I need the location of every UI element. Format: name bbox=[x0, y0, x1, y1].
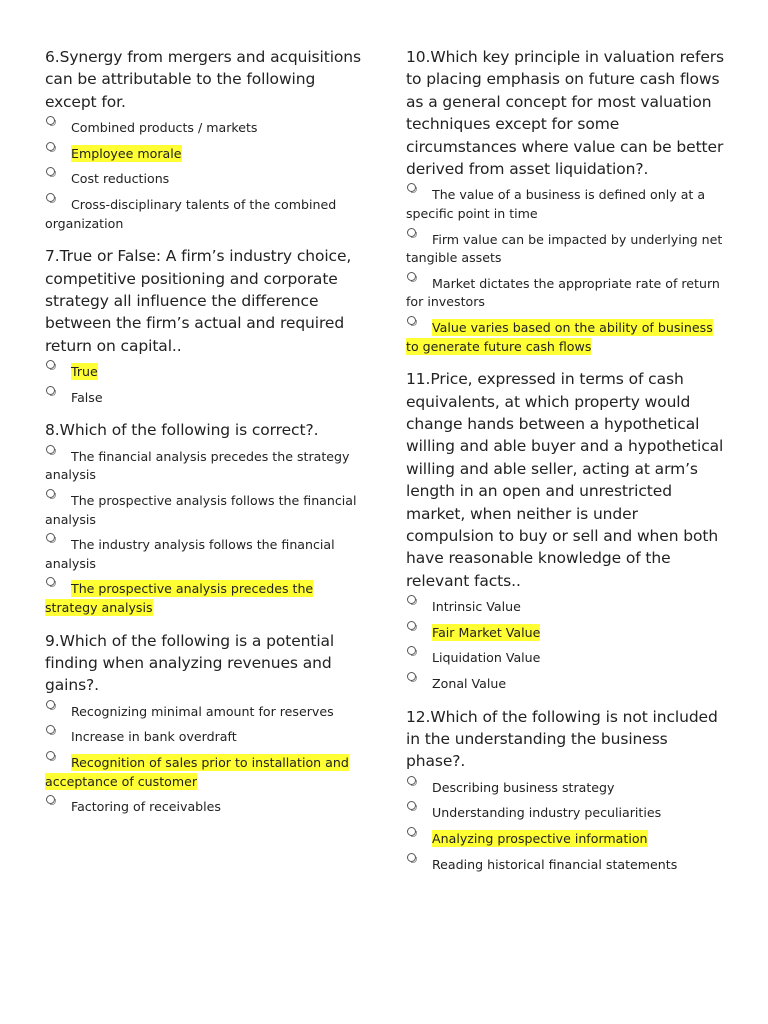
answer-text: Describing business strategy bbox=[432, 779, 615, 795]
answer-option[interactable] bbox=[406, 624, 726, 643]
radio-button-icon[interactable] bbox=[46, 193, 55, 202]
question-block bbox=[45, 245, 365, 407]
radio-button-icon[interactable] bbox=[46, 533, 55, 542]
answer-text: The financial analysis precedes the strategy analysis bbox=[45, 448, 350, 483]
radio-button-icon[interactable] bbox=[407, 801, 416, 810]
answer-option[interactable] bbox=[45, 145, 365, 164]
answer-text: Increase in bank overdraft bbox=[71, 729, 237, 745]
answer-text: Zonal Value bbox=[432, 676, 507, 692]
radio-button-icon[interactable] bbox=[407, 272, 416, 281]
radio-button-icon[interactable] bbox=[46, 700, 55, 709]
highlighted-answer-text: True bbox=[71, 364, 98, 380]
answer-option[interactable] bbox=[406, 856, 726, 875]
question-text: 8.Which of the following is correct?. bbox=[45, 421, 319, 440]
radio-button-icon[interactable] bbox=[407, 646, 416, 655]
radio-button-icon[interactable] bbox=[46, 386, 55, 395]
question-block bbox=[406, 46, 726, 356]
answer-option[interactable] bbox=[45, 196, 365, 233]
highlighted-answer-text: Value varies based on the ability of business to generate future cash flows bbox=[406, 320, 713, 354]
radio-button-icon[interactable] bbox=[46, 445, 55, 454]
answer-option[interactable] bbox=[406, 275, 726, 312]
question-block bbox=[45, 630, 365, 817]
answer-option[interactable] bbox=[406, 830, 726, 849]
highlighted-answer-text: Recognition of sales prior to installation and acceptance of customer bbox=[45, 754, 349, 789]
answer-option[interactable] bbox=[45, 798, 365, 817]
question-block bbox=[45, 46, 365, 233]
answer-option[interactable] bbox=[45, 363, 365, 382]
answer-option[interactable] bbox=[45, 728, 365, 747]
answer-text: Firm value can be impacted by underlying net tangible assets bbox=[406, 231, 723, 266]
answer-text: Factoring of receivables bbox=[71, 799, 221, 815]
radio-button-icon[interactable] bbox=[407, 595, 416, 604]
radio-button-icon[interactable] bbox=[407, 316, 416, 325]
answer-option[interactable] bbox=[406, 319, 726, 356]
highlighted-answer-text: The prospective analysis precedes the strategy analysis bbox=[45, 581, 314, 615]
radio-button-icon[interactable] bbox=[407, 853, 416, 862]
answer-option[interactable] bbox=[406, 804, 726, 823]
answer-text: Liquidation Value bbox=[432, 650, 541, 666]
answer-option[interactable] bbox=[406, 675, 726, 694]
radio-button-icon[interactable] bbox=[46, 167, 55, 176]
answer-option[interactable] bbox=[45, 119, 365, 138]
question-text: 9.Which of the following is a potential finding when analyzing revenues and gains?. bbox=[45, 631, 335, 695]
answer-option[interactable] bbox=[45, 536, 365, 573]
answer-option[interactable] bbox=[406, 649, 726, 668]
answer-text: Market dictates the appropriate rate of return for investors bbox=[406, 275, 720, 310]
radio-button-icon[interactable] bbox=[407, 621, 416, 630]
right-column bbox=[406, 46, 726, 886]
radio-button-icon[interactable] bbox=[46, 489, 55, 498]
answer-text: Cross-disciplinary talents of the combined organization bbox=[45, 197, 337, 231]
question-block bbox=[406, 368, 726, 693]
answer-option[interactable] bbox=[45, 580, 365, 617]
radio-button-icon[interactable] bbox=[407, 672, 416, 681]
question-text: 10.Which key principle in valuation refers to placing emphasis on future cash flows as a general concept for most valuation techniques except for some circumstances where value can be better derived from asset liquidation?. bbox=[406, 48, 725, 179]
radio-button-icon[interactable] bbox=[407, 183, 416, 192]
left-column bbox=[45, 46, 365, 829]
answer-text: Reading historical financial statements bbox=[432, 856, 678, 872]
radio-button-icon[interactable] bbox=[407, 776, 416, 785]
answer-option[interactable] bbox=[45, 448, 365, 485]
radio-button-icon[interactable] bbox=[46, 142, 55, 151]
question-text: 11.Price, expressed in terms of cash equivalents, at which property would change hands between a hypothetical willing and able buyer and a hypothetical willing and able seller, acting at arm’s length in an open and unrestricted market, when neither is under compulsion to buy or sell and when both have reasonable knowledge of the relevant facts.. bbox=[406, 370, 724, 590]
radio-button-icon[interactable] bbox=[46, 577, 55, 586]
answer-option[interactable] bbox=[406, 186, 726, 223]
answer-text: The prospective analysis follows the financial analysis bbox=[45, 493, 357, 527]
question-block bbox=[45, 419, 365, 617]
answer-text: Cost reductions bbox=[71, 171, 170, 187]
answer-option[interactable] bbox=[45, 754, 365, 791]
answer-option[interactable] bbox=[45, 389, 365, 408]
answer-text: Intrinsic Value bbox=[432, 599, 521, 615]
answer-option[interactable] bbox=[406, 779, 726, 798]
question-text: 7.True or False: A firm’s industry choice, competitive positioning and corporate strategy all influence the difference between the firm’s actual and required return on capital.. bbox=[45, 247, 352, 355]
answer-text: Combined products / markets bbox=[71, 120, 258, 136]
radio-button-icon[interactable] bbox=[46, 360, 55, 369]
answer-text: Recognizing minimal amount for reserves bbox=[71, 703, 334, 719]
answer-text: The industry analysis follows the financial analysis bbox=[45, 537, 335, 571]
question-text: 6.Synergy from mergers and acquisitions can be attributable to the following except for. bbox=[45, 48, 362, 111]
answer-text: Understanding industry peculiarities bbox=[432, 805, 662, 821]
radio-button-icon[interactable] bbox=[407, 228, 416, 237]
answer-text: False bbox=[71, 389, 103, 405]
answer-option[interactable] bbox=[406, 231, 726, 268]
highlighted-answer-text: Employee morale bbox=[71, 145, 182, 161]
radio-button-icon[interactable] bbox=[407, 827, 416, 836]
answer-option[interactable] bbox=[45, 170, 365, 189]
radio-button-icon[interactable] bbox=[46, 751, 55, 760]
answer-option[interactable] bbox=[406, 598, 726, 617]
answer-text: The value of a business is defined only at a specific point in time bbox=[406, 187, 706, 222]
answer-option[interactable] bbox=[45, 492, 365, 529]
highlighted-answer-text: Fair Market Value bbox=[432, 624, 541, 640]
radio-button-icon[interactable] bbox=[46, 725, 55, 734]
answer-option[interactable] bbox=[45, 703, 365, 722]
question-text: 12.Which of the following is not included in the understanding the business phase?. bbox=[406, 707, 718, 771]
highlighted-answer-text: Analyzing prospective information bbox=[432, 831, 648, 847]
question-block bbox=[406, 706, 726, 875]
radio-button-icon[interactable] bbox=[46, 116, 55, 125]
radio-button-icon[interactable] bbox=[46, 795, 55, 804]
